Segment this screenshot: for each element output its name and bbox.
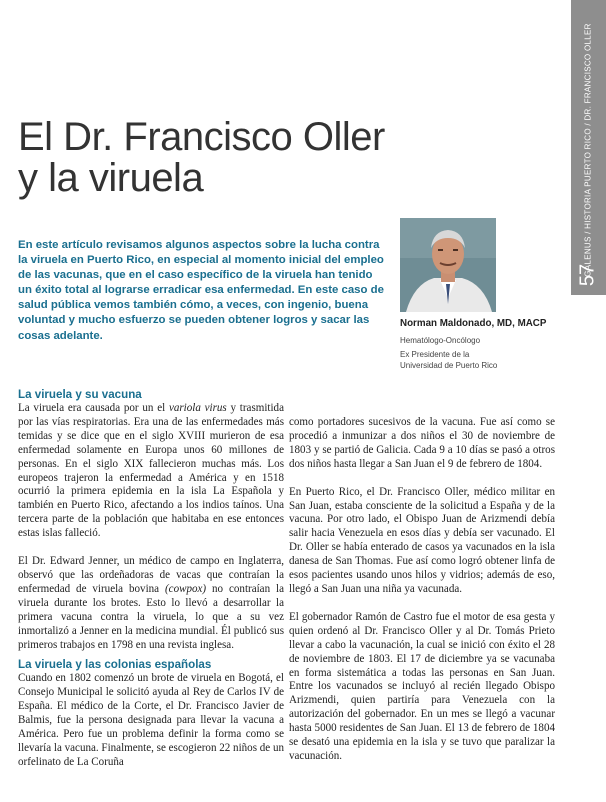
author-affiliation-line-1: Ex Presidente de la (400, 350, 470, 359)
paragraph: Cuando en 1802 comenzó un brote de viruela en Bogotá, el Consejo Municipal le solicitó ayuda al Rey de Carlos IV de España. El médico de la Corte, el Dr. Francisco Javier de Balmis, fue la persona designada para llevar la vacuna a América. Pero fue un problema definir la forma como se llevaría la vacuna. Finalmente, se escogieron 22 niños de un orfelinato de La Coruña (18, 672, 284, 768)
page-number: 57 (576, 263, 599, 287)
title-line-1: El Dr. Francisco Oller (18, 115, 385, 159)
section-heading-colonias: La viruela y las colonias españolas (18, 658, 212, 672)
paragraph (18, 402, 284, 541)
paragraph: El gobernador Ramón de Castro fue el motor de esa gesta y quien ordenó al Dr. Francisco Oller y al Dr. Tomás Prieto llevar a cabo la vacunación, la cual se inició con éxito el 28 de noviembre de 1803. El 17 de diciembre ya se vacunaba en forma sistemática a todas las personas en San Juan. Entre los vacunados se incluyó al recién llegado Obispo Arizmendi, quien partiría para Venezuela con la autorización del gobernador. En un mes se llegó a vacunar hasta 5000 residentes de San Juan. El 13 de febrero de 1804 se desató una epidemia en la isla y se tuvo que paralizar la vacunación. (289, 610, 555, 762)
article-abstract: En este artículo revisamos algunos aspectos sobre la lucha contra la viruela en Puerto Rico, en especial al momento inicial del empleo de las vacunas, que en el caso específico de la viruela han tenido un éxito total al lograrse erradicar esa enfermedad. En este caso de salud pública vemos también cómo, a veces, con ingenio, buena voluntad y mucho esfuerzo se pueden obtener logros y sacar las cosas adelante. (18, 239, 384, 342)
article-title (18, 117, 558, 199)
running-header: GALENUS / HISTORIA PUERTO RICO / DR. FRANCISCO OLLER (583, 23, 593, 277)
author-affiliation-line-2: Universidad de Puerto Rico (400, 360, 498, 370)
paragraph: En Puerto Rico, el Dr. Francisco Oller, médico militar en San Juan, estaba consciente de la solicitud a España y de la vacuna. Por otro lado, el Obispo Juan de Arizmendi debía salir hacia Venezuela en esos días y debía ser vacunado. El Dr. Oller se había enterado de casos ya vacunados en la isla danesa de San Thomas. Fue así como logró obtener linfa de esos pacientes usando unos hilos y vidrios; además de eso, llegó a San Juan una niña ya vacunada. (289, 485, 555, 595)
text-run: no contraían la viruela durante los brotes. Esto lo llevó a desarrollar la primera vacuna contra la viruela, lo que a su vez inmortalizó a Jenner en la medicina mundial. Él publicó sus primeros trabajos en 1798 en una revista inglesa. (18, 582, 284, 651)
italic-term: (cowpox) (165, 582, 207, 595)
paragraph: como portadores sucesivos de la vacuna. Fue así como se procedió a inmunizar a dos niños el 30 de noviembre de 1803 y se partió de Galicia. Cada 9 a 10 días se pasó a otros dos niños hasta llegar a San Juan el 9 de febrero de 1804. (289, 416, 555, 470)
author-portrait (400, 218, 496, 312)
text-run: El Dr. Edward Jenner, un médico de campo en Inglaterra, observó que las ordeñadoras de vacas que contraían la enfermedad de viruela bovina (18, 555, 284, 595)
italic-term: variola virus (168, 402, 227, 414)
author-portrait-image (400, 218, 496, 312)
author-name: Norman Maldonado, MD, MACP (400, 318, 547, 329)
text-run: y trasmitida por las vías respiratorias. Era una de las enfermedades más temidas y se dice que en el siglo XVIII murieron de esa enfermedad solamente en Europa unos 60 millones de personas. En el siglo XIX fallecieron muchas más. Los europeos trajeron la enfermedad a América y en 1518 ocurrió la primera epidemia en la isla La Española y también en Puerto Rico, afectando a los indios taínos. Una tercera parte de la población que habitaba en ese entonces estas islas falleció. (18, 402, 284, 540)
author-affiliation (400, 350, 497, 371)
author-specialty: Hematólogo-Oncólogo (400, 336, 481, 345)
section-heading-viruela-vacuna: La viruela y su vacuna (18, 388, 142, 401)
text-run: La viruela era causada por un el (18, 402, 169, 414)
right-column (289, 416, 555, 778)
title-line-2: y la viruela (18, 156, 204, 200)
paragraph (18, 555, 284, 652)
left-column (18, 388, 284, 784)
